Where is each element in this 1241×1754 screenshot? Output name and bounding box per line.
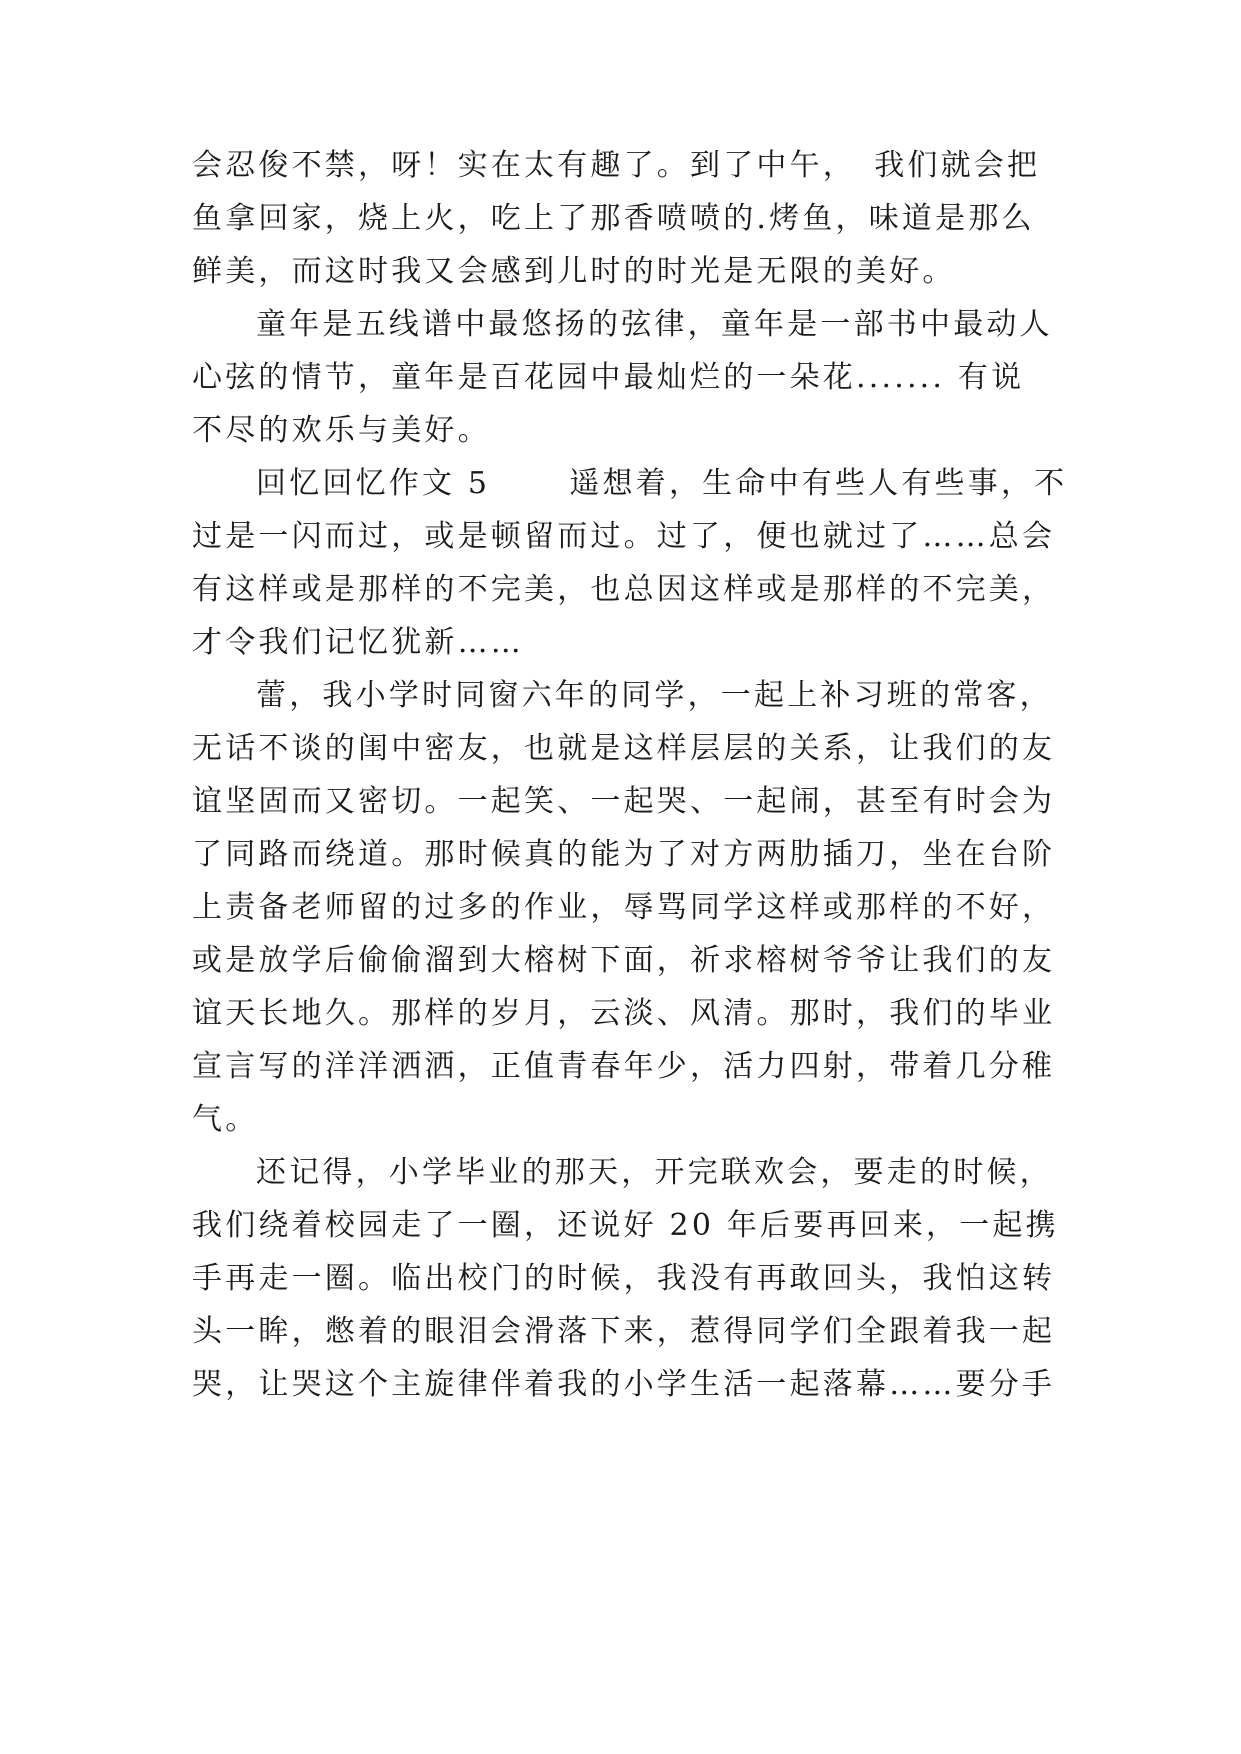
text-line: 鲜美，而这时我又会感到儿时的时光是无限的美好。	[192, 254, 956, 289]
text-line: 气。	[192, 1102, 259, 1137]
text-line: 或是放学后偷偷溜到大榕树下面，祈求榕树爷爷让我们的友	[192, 943, 1056, 978]
paragraph-first-line: 童年是五线谱中最悠扬的弦律，童年是一部书中最动人	[256, 307, 1053, 342]
text-line: 有这样或是那样的不完美，也总因这样或是那样的不完美，	[192, 572, 1056, 607]
text-line: 会忍俊不禁，呀！实在太有趣了。到了中午， 我们就会把	[192, 148, 1041, 183]
text-line: 手再走一圈。临出校门的时候，我没有再敢回头，我怕这转	[192, 1261, 1056, 1296]
text-line: 我们绕着校园走了一圈，还说好 20 年后要再回来，一起携	[192, 1208, 1059, 1243]
text-line: 头一眸，憋着的眼泪会滑落下来，惹得同学们全跟着我一起	[192, 1314, 1056, 1349]
text-line: 过是一闪而过，或是顿留而过。过了，便也就过了……总会	[192, 519, 1056, 554]
paragraph-first-line: 回忆回忆作文 5 遥想着，生命中有些人有些事，不	[256, 466, 1068, 501]
text-line: 心弦的情节，童年是百花园中最灿烂的一朵花....... 有说	[192, 360, 1025, 395]
text-line: 谊坚固而又密切。一起笑、一起哭、一起闹，甚至有时会为	[192, 784, 1056, 819]
text-line: 谊天长地久。那样的岁月，云淡、风清。那时，我们的毕业	[192, 996, 1056, 1031]
text-line: 宣言写的洋洋洒洒，正值青春年少，活力四射，带着几分稚	[192, 1049, 1056, 1084]
paragraph-first-line: 还记得，小学毕业的那天，开完联欢会，要走的时候，	[256, 1155, 1053, 1190]
text-line: 才令我们记忆犹新……	[192, 625, 524, 660]
text-line: 鱼拿回家，烧上火，吃上了那香喷喷的.烤鱼，味道是那么	[192, 201, 1035, 236]
text-line: 哭，让哭这个主旋律伴着我的小学生活一起落幕……要分手	[192, 1367, 1056, 1402]
text-line: 不尽的欢乐与美好。	[192, 413, 491, 448]
text-line: 上责备老师留的过多的作业，辱骂同学这样或那样的不好，	[192, 890, 1056, 925]
text-line: 无话不谈的闺中密友，也就是这样层层的关系，让我们的友	[192, 731, 1056, 766]
paragraph-first-line: 蕾，我小学时同窗六年的同学，一起上补习班的常客，	[256, 678, 1053, 713]
text-line: 了同路而绕道。那时候真的能为了对方两肋插刀，坐在台阶	[192, 837, 1056, 872]
